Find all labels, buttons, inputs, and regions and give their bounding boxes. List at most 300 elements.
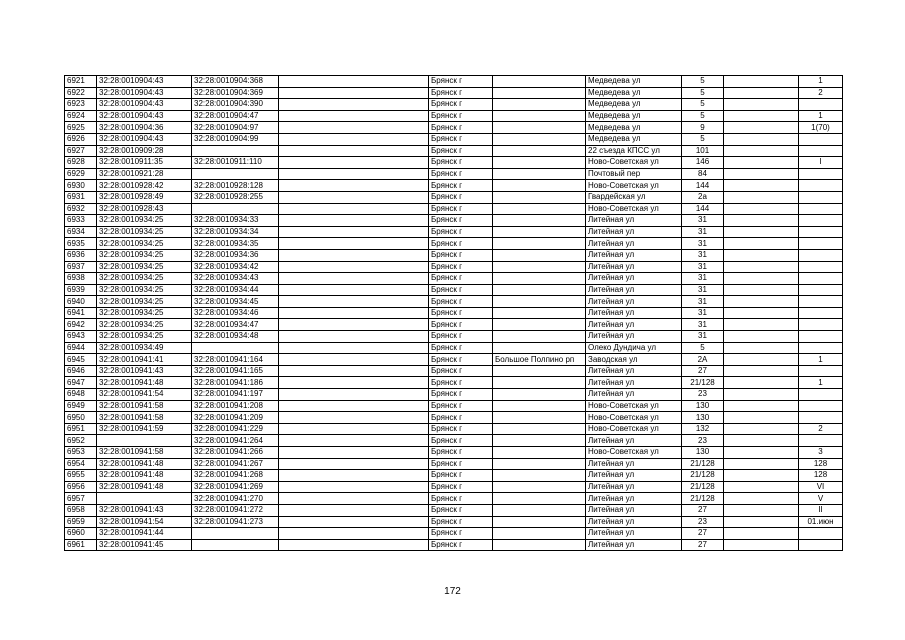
- cell-apartment: [799, 249, 843, 261]
- cell-city: Брянск г: [429, 331, 493, 343]
- cell-blank-col: [279, 470, 429, 482]
- cell-house: 23: [682, 389, 724, 401]
- cell-house: 84: [682, 168, 724, 180]
- table-row: [65, 122, 843, 134]
- cell-cadastral-number: [97, 435, 192, 447]
- cell-apartment: [799, 99, 843, 111]
- cell-settlement: [493, 423, 586, 435]
- cell-blank-col-2: [724, 504, 799, 516]
- cell-row-number: 6956: [65, 481, 97, 493]
- cell-house: 23: [682, 435, 724, 447]
- cell-street: Медведева ул: [586, 133, 682, 145]
- table-row: [65, 307, 843, 319]
- cell-blank-col: [279, 435, 429, 447]
- table-row: [65, 261, 843, 273]
- cell-object-number: [192, 168, 279, 180]
- cell-row-number: 6954: [65, 458, 97, 470]
- cell-street: Ново-Советская ул: [586, 203, 682, 215]
- cell-street: Литейная ул: [586, 238, 682, 250]
- table-row: [65, 133, 843, 145]
- cell-object-number: 32:28:0010911:110: [192, 157, 279, 169]
- cell-apartment: [799, 319, 843, 331]
- cell-city: Брянск г: [429, 458, 493, 470]
- cell-house: 101: [682, 145, 724, 157]
- cell-cadastral-number: 32:28:0010941:48: [97, 481, 192, 493]
- cell-settlement: [493, 516, 586, 528]
- cell-city: Брянск г: [429, 435, 493, 447]
- cell-settlement: [493, 504, 586, 516]
- cell-apartment: [799, 296, 843, 308]
- cell-apartment: 3: [799, 447, 843, 459]
- cell-row-number: 6927: [65, 145, 97, 157]
- cell-apartment: 1: [799, 354, 843, 366]
- cell-apartment: 2: [799, 423, 843, 435]
- cell-row-number: 6938: [65, 273, 97, 285]
- cell-blank-col: [279, 203, 429, 215]
- cell-house: 27: [682, 528, 724, 540]
- cell-city: Брянск г: [429, 516, 493, 528]
- cell-house: 21/128: [682, 377, 724, 389]
- cell-settlement: [493, 319, 586, 331]
- cell-blank-col-2: [724, 342, 799, 354]
- cell-object-number: 32:28:0010934:34: [192, 226, 279, 238]
- cell-city: Брянск г: [429, 307, 493, 319]
- cell-blank-col: [279, 110, 429, 122]
- cell-row-number: 6955: [65, 470, 97, 482]
- cell-city: Брянск г: [429, 76, 493, 88]
- cell-settlement: [493, 307, 586, 319]
- table-row: [65, 215, 843, 227]
- cell-cadastral-number: 32:28:0010941:43: [97, 504, 192, 516]
- table-row: [65, 157, 843, 169]
- cell-house: 31: [682, 319, 724, 331]
- cell-street: Литейная ул: [586, 504, 682, 516]
- table-row: [65, 319, 843, 331]
- table-row: [65, 331, 843, 343]
- cell-blank-col-2: [724, 145, 799, 157]
- cell-blank-col-2: [724, 191, 799, 203]
- cell-street: Медведева ул: [586, 99, 682, 111]
- cell-house: 144: [682, 180, 724, 192]
- cell-street: Литейная ул: [586, 307, 682, 319]
- cell-apartment: [799, 389, 843, 401]
- cell-blank-col-2: [724, 365, 799, 377]
- cell-street: Литейная ул: [586, 389, 682, 401]
- cell-cadastral-number: 32:28:0010941:48: [97, 470, 192, 482]
- cell-settlement: [493, 180, 586, 192]
- cell-cadastral-number: 32:28:0010921:28: [97, 168, 192, 180]
- cell-settlement: [493, 191, 586, 203]
- cell-row-number: 6935: [65, 238, 97, 250]
- table-body: [65, 76, 843, 551]
- cell-blank-col: [279, 342, 429, 354]
- cell-apartment: [799, 528, 843, 540]
- cell-object-number: 32:28:0010941:270: [192, 493, 279, 505]
- cell-blank-col-2: [724, 296, 799, 308]
- cell-blank-col-2: [724, 307, 799, 319]
- cell-cadastral-number: 32:28:0010904:36: [97, 122, 192, 134]
- cell-row-number: 6931: [65, 191, 97, 203]
- cell-object-number: [192, 342, 279, 354]
- cell-row-number: 6950: [65, 412, 97, 424]
- table-row: [65, 226, 843, 238]
- cell-apartment: [799, 180, 843, 192]
- cell-blank-col: [279, 261, 429, 273]
- cell-city: Брянск г: [429, 249, 493, 261]
- cell-object-number: 32:28:0010934:48: [192, 331, 279, 343]
- cell-apartment: [799, 215, 843, 227]
- cell-house: 5: [682, 87, 724, 99]
- cell-settlement: [493, 389, 586, 401]
- cell-house: 5: [682, 110, 724, 122]
- cell-blank-col-2: [724, 447, 799, 459]
- cell-apartment: [799, 331, 843, 343]
- cell-cadastral-number: 32:28:0010941:58: [97, 447, 192, 459]
- cell-row-number: 6932: [65, 203, 97, 215]
- cell-apartment: [799, 365, 843, 377]
- cell-apartment: [799, 238, 843, 250]
- cell-blank-col: [279, 481, 429, 493]
- cell-street: Ново-Советская ул: [586, 412, 682, 424]
- table-row: [65, 481, 843, 493]
- cell-blank-col-2: [724, 110, 799, 122]
- cell-blank-col: [279, 215, 429, 227]
- cell-cadastral-number: 32:28:0010941:54: [97, 516, 192, 528]
- cell-blank-col: [279, 423, 429, 435]
- cell-apartment: V: [799, 493, 843, 505]
- cell-street: Заводская ул: [586, 354, 682, 366]
- cell-street: Медведева ул: [586, 122, 682, 134]
- cell-settlement: [493, 261, 586, 273]
- table-row: [65, 110, 843, 122]
- table-row: [65, 412, 843, 424]
- cell-row-number: 6958: [65, 504, 97, 516]
- cell-row-number: 6957: [65, 493, 97, 505]
- cell-cadastral-number: 32:28:0010941:48: [97, 458, 192, 470]
- cell-blank-col-2: [724, 331, 799, 343]
- cell-city: Брянск г: [429, 528, 493, 540]
- cell-blank-col: [279, 76, 429, 88]
- cell-row-number: 6929: [65, 168, 97, 180]
- cell-object-number: 32:28:0010934:43: [192, 273, 279, 285]
- cell-street: Литейная ул: [586, 377, 682, 389]
- cell-object-number: 32:28:0010904:369: [192, 87, 279, 99]
- cell-blank-col-2: [724, 87, 799, 99]
- cell-city: Брянск г: [429, 400, 493, 412]
- cell-settlement: [493, 110, 586, 122]
- cell-house: 31: [682, 284, 724, 296]
- cell-cadastral-number: 32:28:0010941:41: [97, 354, 192, 366]
- cell-city: Брянск г: [429, 273, 493, 285]
- cell-cadastral-number: 32:28:0010941:58: [97, 412, 192, 424]
- cell-row-number: 6921: [65, 76, 97, 88]
- cell-blank-col-2: [724, 470, 799, 482]
- cell-settlement: [493, 296, 586, 308]
- cell-street: Литейная ул: [586, 296, 682, 308]
- cell-cadastral-number: 32:28:0010934:25: [97, 273, 192, 285]
- cell-street: Ново-Советская ул: [586, 423, 682, 435]
- cell-cadastral-number: 32:28:0010934:49: [97, 342, 192, 354]
- cell-street: Литейная ул: [586, 539, 682, 551]
- cell-apartment: [799, 168, 843, 180]
- cell-cadastral-number: 32:28:0010934:25: [97, 331, 192, 343]
- cell-house: 5: [682, 99, 724, 111]
- cell-cadastral-number: 32:28:0010928:43: [97, 203, 192, 215]
- cell-object-number: 32:28:0010941:273: [192, 516, 279, 528]
- cell-house: 31: [682, 215, 724, 227]
- table-row: [65, 87, 843, 99]
- cell-object-number: 32:28:0010934:36: [192, 249, 279, 261]
- cell-city: Брянск г: [429, 215, 493, 227]
- cell-blank-col-2: [724, 516, 799, 528]
- cell-blank-col: [279, 122, 429, 134]
- cell-house: 31: [682, 331, 724, 343]
- cell-blank-col: [279, 331, 429, 343]
- cell-row-number: 6934: [65, 226, 97, 238]
- cell-row-number: 6959: [65, 516, 97, 528]
- cell-cadastral-number: 32:28:0010909:28: [97, 145, 192, 157]
- cell-object-number: 32:28:0010941:268: [192, 470, 279, 482]
- cell-house: 2А: [682, 354, 724, 366]
- cell-object-number: 32:28:0010904:368: [192, 76, 279, 88]
- cell-blank-col: [279, 493, 429, 505]
- cell-cadastral-number: 32:28:0010934:25: [97, 215, 192, 227]
- cell-blank-col-2: [724, 261, 799, 273]
- cell-house: 31: [682, 261, 724, 273]
- cell-cadastral-number: 32:28:0010941:43: [97, 365, 192, 377]
- cell-blank-col: [279, 389, 429, 401]
- table-row: [65, 528, 843, 540]
- cell-settlement: [493, 458, 586, 470]
- cell-object-number: 32:28:0010934:42: [192, 261, 279, 273]
- cell-blank-col-2: [724, 481, 799, 493]
- cell-row-number: 6940: [65, 296, 97, 308]
- cell-street: Почтовый пер: [586, 168, 682, 180]
- cell-apartment: [799, 261, 843, 273]
- cell-city: Брянск г: [429, 168, 493, 180]
- cell-object-number: 32:28:0010941:208: [192, 400, 279, 412]
- cell-settlement: [493, 435, 586, 447]
- cell-settlement: [493, 273, 586, 285]
- cell-house: 31: [682, 238, 724, 250]
- cell-house: 31: [682, 273, 724, 285]
- cell-city: Брянск г: [429, 87, 493, 99]
- cell-street: Литейная ул: [586, 319, 682, 331]
- cell-blank-col-2: [724, 377, 799, 389]
- cell-house: 31: [682, 307, 724, 319]
- cell-object-number: 32:28:0010941:165: [192, 365, 279, 377]
- cell-blank-col: [279, 504, 429, 516]
- cell-cadastral-number: 32:28:0010941:59: [97, 423, 192, 435]
- cell-row-number: 6942: [65, 319, 97, 331]
- cell-settlement: [493, 528, 586, 540]
- cell-object-number: 32:28:0010928:255: [192, 191, 279, 203]
- cell-object-number: 32:28:0010941:209: [192, 412, 279, 424]
- cell-street: Литейная ул: [586, 481, 682, 493]
- cell-object-number: 32:28:0010941:229: [192, 423, 279, 435]
- cell-blank-col: [279, 168, 429, 180]
- cell-house: 21/128: [682, 458, 724, 470]
- table-row: [65, 273, 843, 285]
- cell-street: Гвардейская ул: [586, 191, 682, 203]
- cell-city: Брянск г: [429, 354, 493, 366]
- cell-apartment: [799, 342, 843, 354]
- cell-blank-col: [279, 447, 429, 459]
- cell-blank-col-2: [724, 354, 799, 366]
- cell-object-number: [192, 539, 279, 551]
- cell-blank-col-2: [724, 76, 799, 88]
- table-row: [65, 354, 843, 366]
- cell-street: Литейная ул: [586, 215, 682, 227]
- cell-row-number: 6937: [65, 261, 97, 273]
- cell-blank-col: [279, 87, 429, 99]
- cell-house: 5: [682, 76, 724, 88]
- cell-city: Брянск г: [429, 180, 493, 192]
- cell-apartment: [799, 203, 843, 215]
- cell-object-number: 32:28:0010941:197: [192, 389, 279, 401]
- table-row: [65, 145, 843, 157]
- cell-city: Брянск г: [429, 122, 493, 134]
- cell-blank-col: [279, 516, 429, 528]
- cell-settlement: [493, 470, 586, 482]
- cell-object-number: 32:28:0010904:47: [192, 110, 279, 122]
- cell-street: Литейная ул: [586, 528, 682, 540]
- cell-blank-col-2: [724, 423, 799, 435]
- table-row: [65, 435, 843, 447]
- cell-apartment: [799, 400, 843, 412]
- cell-row-number: 6949: [65, 400, 97, 412]
- cell-settlement: [493, 481, 586, 493]
- page-number: 172: [444, 586, 461, 597]
- cell-blank-col: [279, 249, 429, 261]
- cell-object-number: [192, 145, 279, 157]
- table-row: [65, 365, 843, 377]
- cell-cadastral-number: 32:28:0010904:43: [97, 99, 192, 111]
- cell-object-number: 32:28:0010904:97: [192, 122, 279, 134]
- cell-house: 9: [682, 122, 724, 134]
- cell-house: 21/128: [682, 470, 724, 482]
- cell-street: Медведева ул: [586, 110, 682, 122]
- cell-row-number: 6930: [65, 180, 97, 192]
- cell-blank-col-2: [724, 273, 799, 285]
- cell-settlement: [493, 76, 586, 88]
- cell-blank-col: [279, 273, 429, 285]
- cell-house: 31: [682, 226, 724, 238]
- cell-apartment: 01.июн: [799, 516, 843, 528]
- cell-apartment: 1: [799, 110, 843, 122]
- cell-blank-col-2: [724, 435, 799, 447]
- cell-street: Литейная ул: [586, 261, 682, 273]
- cell-blank-col-2: [724, 215, 799, 227]
- cell-blank-col: [279, 377, 429, 389]
- cell-house: 130: [682, 412, 724, 424]
- cell-blank-col: [279, 354, 429, 366]
- cell-settlement: [493, 238, 586, 250]
- cell-settlement: [493, 365, 586, 377]
- table-row: [65, 458, 843, 470]
- cell-settlement: [493, 249, 586, 261]
- cell-house: 5: [682, 342, 724, 354]
- cell-blank-col: [279, 400, 429, 412]
- cell-house: 31: [682, 249, 724, 261]
- cell-blank-col-2: [724, 319, 799, 331]
- cell-settlement: [493, 157, 586, 169]
- cell-cadastral-number: 32:28:0010934:25: [97, 296, 192, 308]
- cell-blank-col: [279, 133, 429, 145]
- cell-cadastral-number: 32:28:0010904:43: [97, 87, 192, 99]
- cell-city: Брянск г: [429, 145, 493, 157]
- cell-city: Брянск г: [429, 412, 493, 424]
- cell-blank-col: [279, 238, 429, 250]
- table-row: [65, 504, 843, 516]
- cell-city: Брянск г: [429, 470, 493, 482]
- cell-apartment: 1: [799, 76, 843, 88]
- cell-city: Брянск г: [429, 226, 493, 238]
- cell-row-number: 6947: [65, 377, 97, 389]
- cell-street: Литейная ул: [586, 470, 682, 482]
- cell-street: Литейная ул: [586, 249, 682, 261]
- cell-blank-col-2: [724, 238, 799, 250]
- cell-house: 21/128: [682, 481, 724, 493]
- cell-cadastral-number: 32:28:0010904:43: [97, 110, 192, 122]
- cell-blank-col: [279, 307, 429, 319]
- table-row: [65, 516, 843, 528]
- table-row: [65, 447, 843, 459]
- cell-object-number: 32:28:0010934:35: [192, 238, 279, 250]
- table-row: [65, 180, 843, 192]
- cell-street: Литейная ул: [586, 435, 682, 447]
- cell-row-number: 6923: [65, 99, 97, 111]
- cell-object-number: 32:28:0010934:33: [192, 215, 279, 227]
- cell-row-number: 6936: [65, 249, 97, 261]
- cell-row-number: 6960: [65, 528, 97, 540]
- cell-cadastral-number: 32:28:0010934:25: [97, 238, 192, 250]
- cell-cadastral-number: 32:28:0010934:25: [97, 226, 192, 238]
- cell-cadastral-number: [97, 493, 192, 505]
- cell-street: Медведева ул: [586, 87, 682, 99]
- cell-city: Брянск г: [429, 157, 493, 169]
- cell-city: Брянск г: [429, 110, 493, 122]
- cell-row-number: 6951: [65, 423, 97, 435]
- table-row: [65, 296, 843, 308]
- cell-blank-col-2: [724, 99, 799, 111]
- cell-street: Литейная ул: [586, 365, 682, 377]
- cell-settlement: [493, 447, 586, 459]
- table-row: [65, 203, 843, 215]
- cell-city: Брянск г: [429, 284, 493, 296]
- cell-blank-col: [279, 145, 429, 157]
- cell-row-number: 6928: [65, 157, 97, 169]
- table-row: [65, 493, 843, 505]
- cell-blank-col: [279, 365, 429, 377]
- cell-row-number: 6948: [65, 389, 97, 401]
- cell-city: Брянск г: [429, 296, 493, 308]
- cell-city: Брянск г: [429, 504, 493, 516]
- cell-city: Брянск г: [429, 238, 493, 250]
- cell-blank-col: [279, 539, 429, 551]
- cell-object-number: 32:28:0010941:269: [192, 481, 279, 493]
- cell-house: 21/128: [682, 493, 724, 505]
- cell-settlement: [493, 377, 586, 389]
- cell-city: Брянск г: [429, 539, 493, 551]
- cell-settlement: Большое Полпино рп: [493, 354, 586, 366]
- cell-apartment: [799, 226, 843, 238]
- cell-settlement: [493, 400, 586, 412]
- cell-house: 2а: [682, 191, 724, 203]
- cell-object-number: 32:28:0010934:45: [192, 296, 279, 308]
- cell-cadastral-number: 32:28:0010941:58: [97, 400, 192, 412]
- cell-object-number: 32:28:0010934:47: [192, 319, 279, 331]
